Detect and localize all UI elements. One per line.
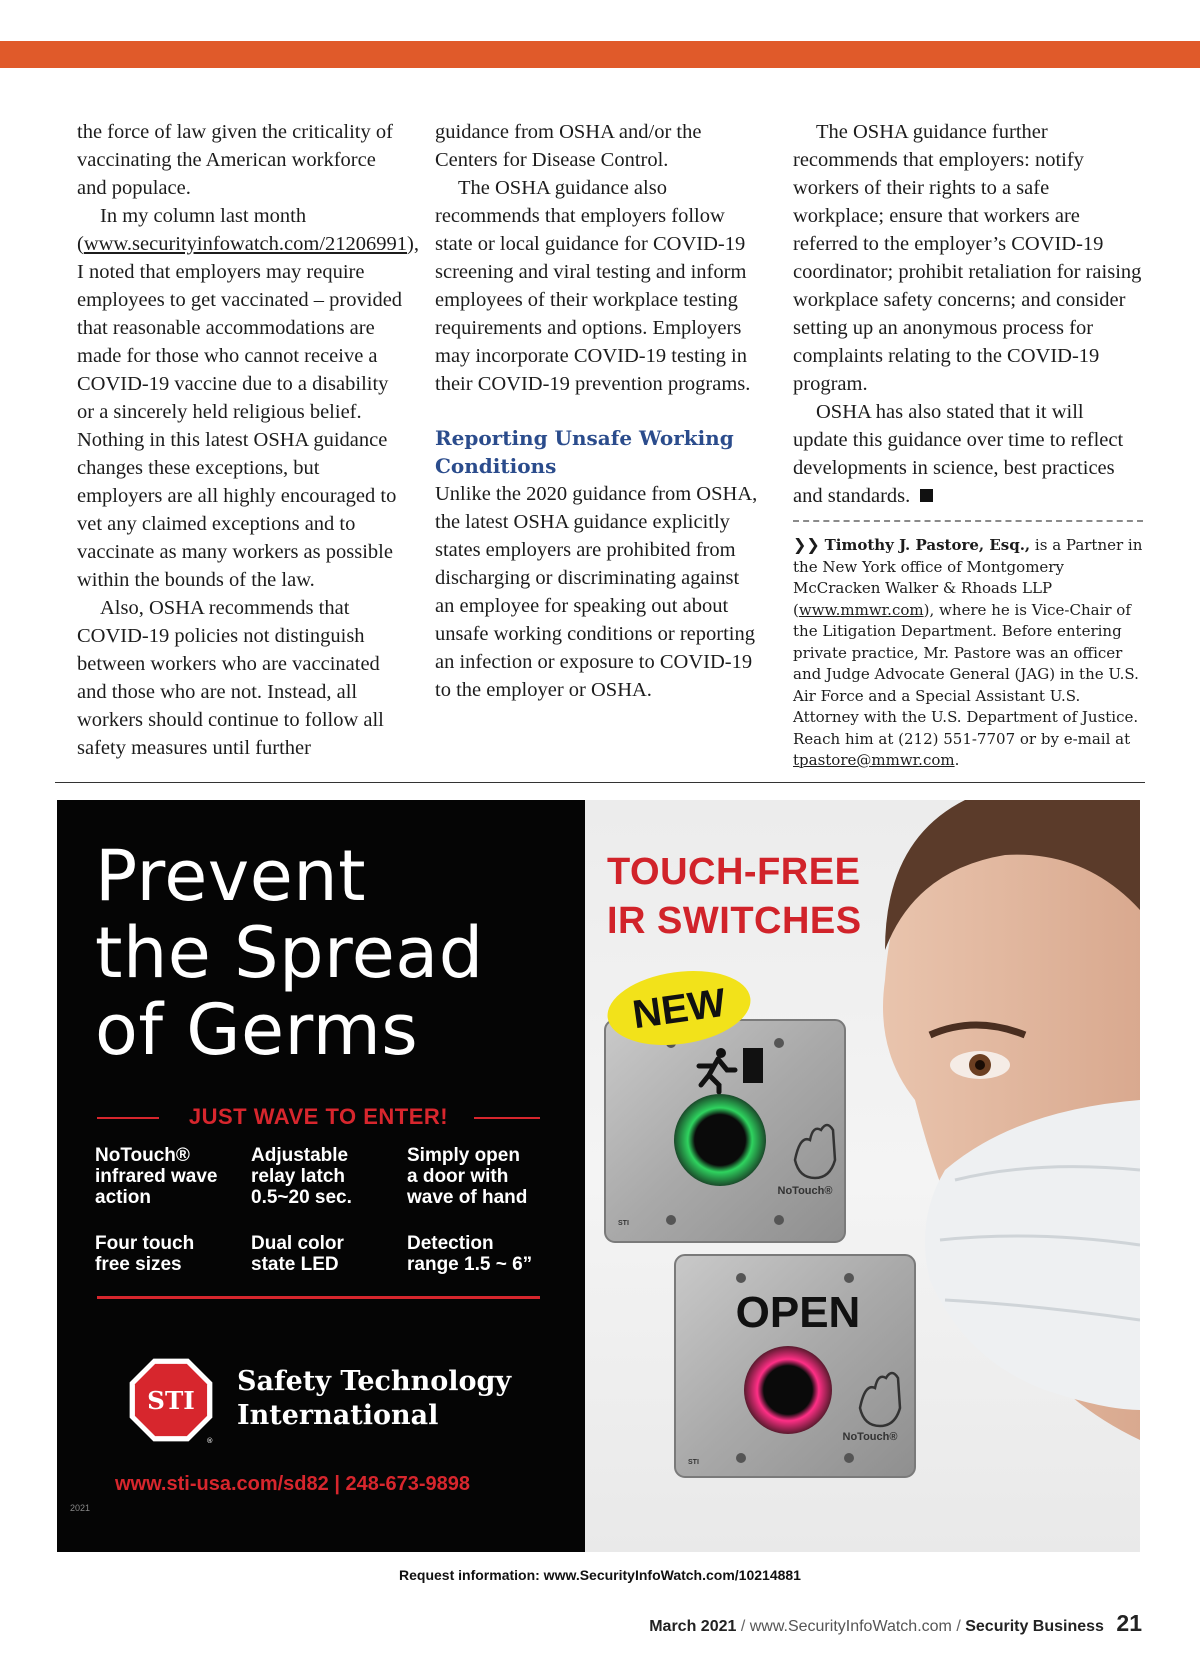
touchfree-title: TOUCH-FREE IR SWITCHES: [607, 851, 862, 942]
top-accent-bar: [0, 41, 1200, 68]
svg-text:®: ®: [206, 1436, 214, 1444]
paragraph: Also, OSHA recommends that COVID-19 policies not distinguish between workers who are vaccinated and those who are not. Instead, all workers should continue to follow all safety measures until further: [77, 597, 384, 759]
page-number: 21: [1116, 1610, 1142, 1636]
paragraph: [77, 202, 419, 594]
svg-text:OPEN: OPEN: [735, 1288, 861, 1337]
text: is a Partner in the New York office of Montgomery McCracken Walker & Rhoads LLP (: [793, 536, 1143, 619]
feature-item: NoTouch® infrared wave action: [95, 1145, 218, 1208]
author-name: Timothy J. Pastore, Esq.,: [824, 536, 1031, 554]
pupil-shape: [975, 1060, 985, 1070]
chevron-icon: ❯❯: [793, 535, 820, 554]
text: OSHA has also stated that it will update this guidance over time to reflect developments in science, best practices and standards.: [793, 401, 1124, 507]
article-column-1: [77, 118, 419, 762]
text: ), where he is Vice-Chair of the Litigation Department. Before entering private practice, Mr. Pastore was an officer and Judge Advocate General (JAG) in the U.S. Air Force and a Special Assistant U.S. Attorney with the U.S. Department of Justice. Reach him at (212) 551-7707 or by e-mail at: [793, 600, 1139, 748]
svg-text:STI: STI: [147, 1385, 195, 1415]
sti-logo-icon: [127, 1356, 215, 1444]
advertisement[interactable]: [57, 800, 1140, 1552]
divider: [97, 1296, 540, 1299]
page-footer: March 2021 / www.SecurityInfoWatch.com / Security Business 21: [649, 1610, 1142, 1636]
text: In my column last month (: [77, 205, 307, 255]
text: ), I noted that employers may require employees to get vaccinated – provided that reasonable accommodations are made for those who cannot receive a COVID-19 vaccine due to a disability or a sincerely held religious belief. Nothing in this latest OSHA guidance changes these exceptions, but employers are all highly encouraged to vet any claimed exceptions and to vaccinate as many workers as possible within the bounds of the law.: [77, 233, 419, 591]
paragraph: The OSHA guidance also recommends that employers follow state or local guidance for COVID-19 screening and viral testing and inform employees of their workplace testing requirements and options. Employers may incorporate COVID-19 testing in their COVID-19 prevention programs.: [435, 177, 751, 395]
paragraph: the force of law given the criticality of vaccinating the American workforce and populace.: [77, 121, 393, 199]
article-column-3: [793, 118, 1143, 772]
pink-led-ring: [744, 1346, 832, 1434]
article-column-2: [435, 118, 760, 704]
section-subhead: Reporting Unsafe Working Conditions: [435, 426, 734, 478]
company-name: Safety Technology International: [237, 1366, 512, 1431]
feature-item: Four touch free sizes: [95, 1233, 195, 1275]
headline-line: the Spread: [95, 912, 484, 994]
feature-item: Simply open a door with wave of hand: [407, 1145, 528, 1208]
ad-contact[interactable]: www.sti-usa.com/sd82 | 248-673-9898: [115, 1473, 471, 1495]
divider: [793, 520, 1143, 522]
divider: [55, 782, 1145, 783]
wave-banner: [97, 1105, 540, 1129]
firm-link[interactable]: www.mmwr.com: [798, 600, 924, 619]
ad-right-panel: [585, 800, 1140, 1552]
column-link[interactable]: www.securityinfowatch.com/21206991: [83, 233, 408, 255]
svg-text:NEW: NEW: [629, 980, 729, 1038]
feature-item: Dual color state LED: [251, 1233, 344, 1275]
ad-year: 2021: [70, 1503, 91, 1513]
email-link[interactable]: tpastore@mmwr.com: [793, 751, 955, 769]
svg-text:STI: STI: [688, 1459, 699, 1466]
exit-door-icon: [743, 1048, 763, 1083]
headline-line: Prevent: [95, 835, 367, 917]
paragraph: guidance from OSHA and/or the Centers for Disease Control.: [435, 121, 702, 171]
ad-headline: [95, 835, 484, 1071]
author-bio: [793, 534, 1143, 772]
running-person-icon: [716, 1048, 726, 1058]
svg-text:NoTouch®: NoTouch®: [842, 1431, 898, 1443]
paragraph: The OSHA guidance further recommends that employers: notify workers of their rights to a safe workplace; ensure that workers are referred to the employer’s COVID-19 coordinator; prohibit retaliation for raising workplace safety concerns; and consider setting up an anonymous process for complaints relating to the COVID-19 program.: [793, 121, 1142, 395]
green-led-ring: [674, 1094, 766, 1186]
request-info[interactable]: Request information: www.SecurityInfoWatch.com/10214881: [399, 1567, 801, 1583]
feature-item: Detection range 1.5 ~ 6”: [407, 1233, 533, 1275]
end-mark-icon: [920, 489, 933, 502]
svg-text:STI: STI: [618, 1220, 629, 1227]
ad-left-panel: [57, 800, 585, 1552]
text: .: [954, 751, 960, 769]
footer-site[interactable]: www.SecurityInfoWatch.com: [749, 1618, 952, 1635]
footer-publication: Security Business: [965, 1618, 1104, 1635]
paragraph: Unlike the 2020 guidance from OSHA, the latest OSHA guidance explicitly states employers are prohibited from discharging or discriminating against an employee for speaking out about unsafe working conditions or reporting an infection or exposure to COVID-19 to the employer or OSHA.: [435, 483, 758, 701]
headline-line: of Germs: [95, 989, 419, 1071]
wave-text: JUST WAVE TO ENTER!: [188, 1104, 449, 1129]
svg-text:NoTouch®: NoTouch®: [777, 1185, 833, 1197]
paragraph: [793, 398, 1143, 510]
footer-date: March 2021: [649, 1618, 737, 1635]
feature-item: Adjustable relay latch 0.5~20 sec.: [251, 1145, 352, 1208]
new-badge-icon: [605, 968, 753, 1048]
